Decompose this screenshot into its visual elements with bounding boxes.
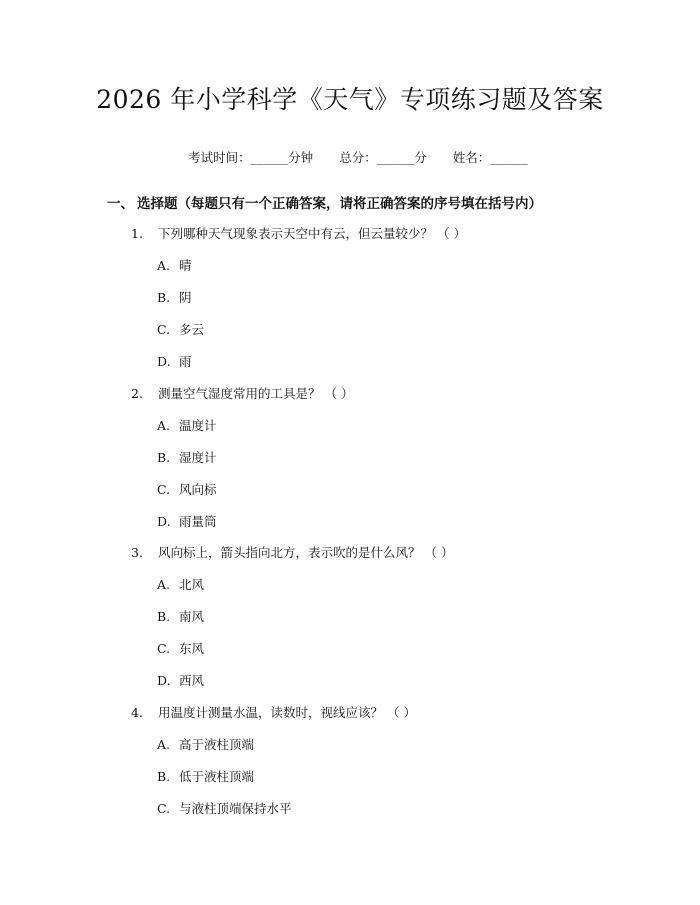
question-number: 2. (131, 386, 143, 401)
question-text: 用温度计测量水温，读数时，视线应该？ （ ） (158, 705, 416, 720)
option-text: 风向标 (179, 482, 217, 497)
question-text: 风向标上，箭头指向北方，表示吹的是什么风？ （ ） (158, 545, 454, 560)
question-1-option-a (157, 256, 192, 274)
option-letter: D. (157, 673, 171, 688)
option-text: 湿度计 (179, 450, 217, 465)
question-3-option-b (157, 607, 204, 625)
option-letter: C. (157, 801, 171, 816)
option-text: 北风 (179, 577, 205, 592)
question-4-option-b (157, 767, 254, 785)
question-3-option-a (157, 575, 204, 593)
option-letter: C. (157, 322, 171, 337)
option-letter: B. (157, 769, 171, 784)
question-3 (131, 543, 453, 561)
question-1-option-c (157, 320, 204, 338)
option-text: 与液柱顶端保持水平 (179, 801, 292, 816)
question-number: 3. (131, 545, 143, 560)
question-1-option-b (157, 288, 192, 306)
question-text: 测量空气湿度常用的工具是？ （ ） (158, 386, 354, 401)
option-letter: D. (157, 514, 171, 529)
question-4 (131, 703, 416, 721)
option-text: 雨量筒 (179, 514, 217, 529)
question-4-option-c (157, 799, 292, 817)
total-score-field: 总分：______分 (339, 150, 427, 165)
question-1-option-d (157, 352, 192, 370)
option-letter: A. (157, 258, 171, 273)
question-number: 4. (131, 705, 143, 720)
exam-time-field: 考试时间：______分钟 (188, 150, 314, 165)
page-title: 2026 年小学科学《天气》专项练习题及答案 (96, 85, 604, 114)
question-2 (131, 384, 353, 402)
option-text: 温度计 (179, 418, 217, 433)
option-text: 多云 (179, 322, 205, 337)
student-name-field: 姓名：______ (452, 150, 528, 165)
option-letter: D. (157, 354, 171, 369)
option-text: 高于液柱顶端 (179, 737, 255, 752)
question-3-option-c (157, 639, 204, 657)
option-letter: A. (157, 418, 171, 433)
option-text: 晴 (179, 258, 192, 273)
option-text: 低于液柱顶端 (179, 769, 255, 784)
section-heading (107, 192, 542, 212)
question-2-option-d (157, 512, 217, 530)
option-text: 南风 (179, 609, 205, 624)
option-letter: A. (157, 737, 171, 752)
question-4-option-a (157, 735, 254, 753)
question-2-option-c (157, 480, 217, 498)
option-letter: B. (157, 450, 171, 465)
option-text: 西风 (179, 673, 205, 688)
option-text: 阴 (179, 290, 192, 305)
option-letter: B. (157, 290, 171, 305)
question-3-option-d (157, 671, 204, 689)
section-title: 选择题（每题只有一个正确答案，请将正确答案的序号填在括号内） (137, 196, 542, 212)
option-letter: B. (157, 609, 171, 624)
exam-meta-line (0, 133, 700, 181)
option-text: 东风 (179, 641, 205, 656)
question-number: 1. (131, 226, 143, 241)
section-number: 一、 (107, 196, 134, 212)
option-text: 雨 (179, 354, 192, 369)
question-text: 下列哪种天气现象表示天空中有云，但云量较少？ （ ） (158, 226, 466, 241)
option-letter: C. (157, 641, 171, 656)
question-1 (131, 224, 466, 242)
option-letter: A. (157, 577, 171, 592)
option-letter: C. (157, 482, 171, 497)
question-2-option-a (157, 416, 217, 434)
question-2-option-b (157, 448, 217, 466)
